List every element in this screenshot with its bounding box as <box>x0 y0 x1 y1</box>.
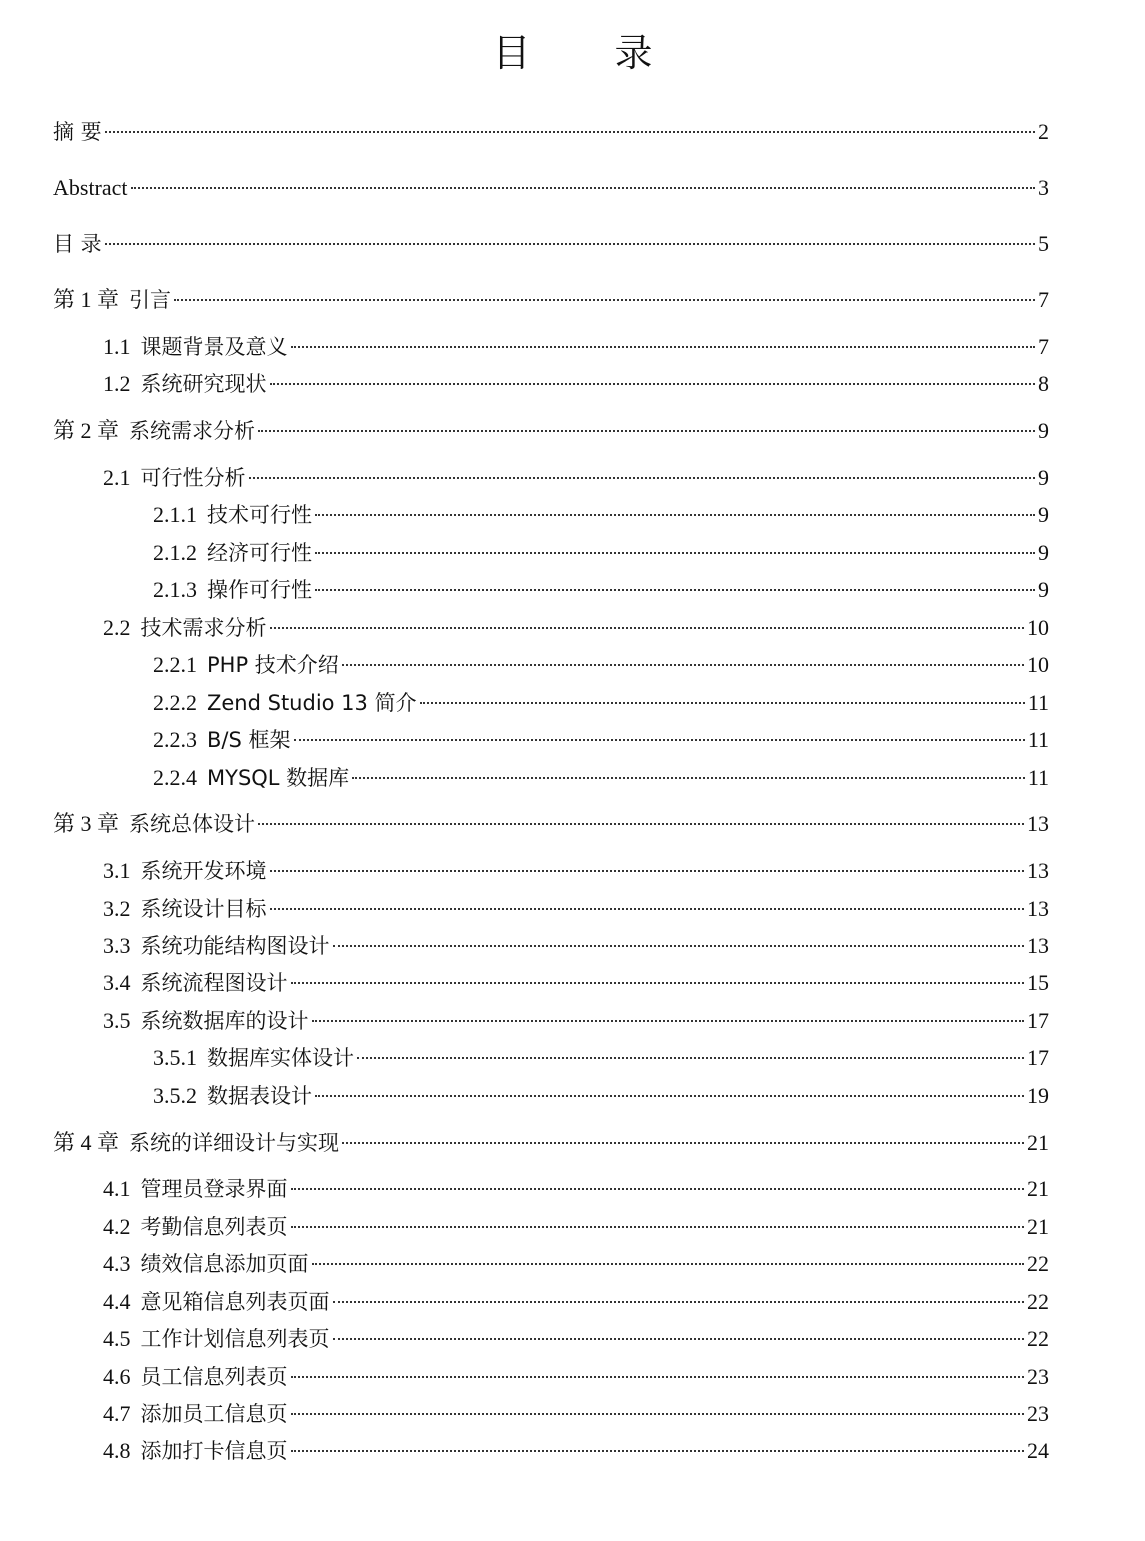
toc-entry-page-number: 24 <box>1027 1438 1049 1463</box>
toc-entry[interactable] <box>53 416 1049 446</box>
toc-entry[interactable] <box>153 1043 1049 1073</box>
toc-entry-page-number: 13 <box>1027 896 1049 921</box>
toc-entry[interactable] <box>53 1128 1049 1158</box>
page-title: 目 录 <box>492 31 689 75</box>
toc-entry-page-number: 17 <box>1027 1045 1049 1070</box>
toc-entry-title: 目 录 <box>53 232 102 256</box>
toc-entry-number: 2.2.3 <box>153 727 197 752</box>
toc-entry-title: 系统总体设计 <box>129 812 256 836</box>
dot-leader <box>291 1413 1025 1415</box>
toc-entry-page-number: 22 <box>1027 1289 1049 1314</box>
toc-entry-page-number: 2 <box>1038 119 1049 144</box>
dot-leader <box>105 243 1035 245</box>
toc-entry-title: 绩效信息添加页面 <box>140 1252 309 1276</box>
toc-entry-page-number: 13 <box>1027 933 1049 958</box>
toc-entry-title: 数据表设计 <box>207 1084 312 1108</box>
toc-entry[interactable] <box>103 1436 1049 1466</box>
toc-entry-page-number: 21 <box>1027 1130 1049 1155</box>
toc-entry-page-number: 3 <box>1038 175 1049 200</box>
toc-entry-page-number: 7 <box>1038 287 1049 312</box>
toc-entry-page-number: 9 <box>1038 502 1049 527</box>
toc-entry-title: MYSQL 数据库 <box>207 766 350 790</box>
toc-entry-number: 3.1 <box>103 858 131 883</box>
toc-entry-number: 3.5.2 <box>153 1083 197 1108</box>
dot-leader <box>249 477 1036 479</box>
toc-entry[interactable] <box>53 117 1049 147</box>
toc-entry-title: 意见箱信息列表页面 <box>140 1290 330 1314</box>
dot-leader <box>270 870 1025 872</box>
toc-entry-number: 4.4 <box>103 1289 131 1314</box>
dot-leader <box>333 1301 1025 1303</box>
dot-leader <box>105 131 1035 133</box>
toc-entry-title: 引言 <box>129 288 172 312</box>
toc-entry-number: 1.2 <box>103 371 131 396</box>
toc-entry-number: 2.1 <box>103 465 131 490</box>
toc-entry-page-number: 13 <box>1027 811 1049 836</box>
toc-entry-number: 3.2 <box>103 896 131 921</box>
toc-entry-title: 系统数据库的设计 <box>140 1009 309 1033</box>
toc-entry-number: 2.2.4 <box>153 765 197 790</box>
toc-entry-page-number: 9 <box>1038 418 1049 443</box>
toc-entry-number: 4.2 <box>103 1214 131 1239</box>
toc-entry-number: 4.7 <box>103 1401 131 1426</box>
dot-leader <box>357 1057 1024 1059</box>
toc-entry-number: 2.1.1 <box>153 502 197 527</box>
toc-entry-page-number: 10 <box>1027 615 1049 640</box>
toc-entry[interactable] <box>153 650 1049 680</box>
dot-leader <box>342 664 1024 666</box>
dot-leader <box>270 908 1025 910</box>
toc-entry[interactable] <box>153 1081 1049 1111</box>
toc-entry-title: 添加员工信息页 <box>140 1402 288 1426</box>
toc-entry-page-number: 21 <box>1027 1214 1049 1239</box>
toc-entry-title: 可行性分析 <box>140 466 246 490</box>
toc-entry-number: 2.2 <box>103 615 131 640</box>
toc-entry[interactable] <box>103 1174 1049 1204</box>
toc-entry-number: 第 1 章 <box>53 287 120 312</box>
toc-entry-number: 2.2.1 <box>153 652 197 677</box>
toc-entry[interactable] <box>103 894 1049 924</box>
toc-entry-number: 3.5.1 <box>153 1045 197 1070</box>
toc-entry[interactable] <box>103 1287 1049 1317</box>
toc-entry[interactable] <box>153 500 1049 530</box>
toc-entry-page-number: 10 <box>1027 652 1049 677</box>
toc-entry-number: 4.8 <box>103 1438 131 1463</box>
toc-entry-title: 添加打卡信息页 <box>140 1439 288 1463</box>
dot-leader <box>291 346 1036 348</box>
toc-entry-page-number: 23 <box>1027 1364 1049 1389</box>
dot-leader <box>352 777 1025 779</box>
toc-entry[interactable] <box>103 369 1049 399</box>
toc-entry-page-number: 19 <box>1027 1083 1049 1108</box>
toc-entry-number: 3.4 <box>103 970 131 995</box>
toc-entry[interactable] <box>153 763 1049 793</box>
dot-leader <box>312 1020 1025 1022</box>
toc-entry[interactable] <box>153 538 1049 568</box>
dot-leader <box>342 1142 1024 1144</box>
toc-entry-page-number: 21 <box>1027 1176 1049 1201</box>
dot-leader <box>174 299 1035 301</box>
dot-leader <box>258 430 1035 432</box>
toc-entry[interactable] <box>103 613 1049 643</box>
toc-entry-title: 工作计划信息列表页 <box>140 1327 330 1351</box>
dot-leader <box>315 514 1035 516</box>
toc-entry[interactable] <box>103 1249 1049 1279</box>
toc-entry-title: 课题背景及意义 <box>140 335 288 359</box>
toc-entry-page-number: 23 <box>1027 1401 1049 1426</box>
toc-entry[interactable] <box>53 173 1049 203</box>
toc-entry-number: 第 4 章 <box>53 1130 120 1155</box>
toc-entry-page-number: 11 <box>1027 690 1049 715</box>
toc-entry[interactable] <box>53 285 1049 315</box>
toc-entry-page-number: 17 <box>1027 1008 1049 1033</box>
toc-entry[interactable] <box>153 688 1049 718</box>
dot-leader <box>291 982 1025 984</box>
dot-leader <box>291 1226 1025 1228</box>
dot-leader <box>294 739 1025 741</box>
toc-entry-number: 2.1.3 <box>153 577 197 602</box>
toc-entry-title: 技术需求分析 <box>140 616 267 640</box>
dot-leader <box>333 1338 1025 1340</box>
toc-entry[interactable] <box>53 809 1049 839</box>
toc-entry-title: 员工信息列表页 <box>140 1365 288 1389</box>
toc-entry-title: 系统的详细设计与实现 <box>129 1131 340 1155</box>
toc-entry[interactable] <box>103 1212 1049 1242</box>
toc-entry-title: PHP 技术介绍 <box>207 653 339 677</box>
dot-leader <box>131 187 1035 189</box>
toc-entry-title: 系统研究现状 <box>140 372 267 396</box>
toc-entry[interactable] <box>103 1006 1049 1036</box>
toc-entry[interactable] <box>153 575 1049 605</box>
toc-entry-number: 4.5 <box>103 1326 131 1351</box>
dot-leader <box>315 1095 1024 1097</box>
toc-entry-page-number: 8 <box>1038 371 1049 396</box>
toc-entry-page-number: 9 <box>1038 577 1049 602</box>
toc-entry-page-number: 15 <box>1027 970 1049 995</box>
toc-entry-number: 2.2.2 <box>153 690 197 715</box>
toc-entry[interactable] <box>103 931 1049 961</box>
dot-leader <box>315 552 1035 554</box>
toc-entry-title: B/S 框架 <box>207 728 291 752</box>
toc-entry-number: 第 2 章 <box>53 418 120 443</box>
toc-entry-number: 4.1 <box>103 1176 131 1201</box>
toc-entry[interactable] <box>153 725 1049 755</box>
toc-entry-page-number: 11 <box>1027 765 1049 790</box>
toc-entry-title: 数据库实体设计 <box>207 1046 354 1070</box>
toc-entry-title: 技术可行性 <box>207 503 312 527</box>
toc-entry-number: 1.1 <box>103 334 131 359</box>
dot-leader <box>315 589 1035 591</box>
dot-leader <box>291 1450 1025 1452</box>
toc-entry-page-number: 7 <box>1038 334 1049 359</box>
dot-leader <box>291 1188 1025 1190</box>
toc-entry-title: 系统设计目标 <box>140 897 267 921</box>
toc-entry-title: 考勤信息列表页 <box>140 1215 288 1239</box>
dot-leader <box>333 945 1025 947</box>
toc-entry-number: 4.6 <box>103 1364 131 1389</box>
toc-entry-title: 系统流程图设计 <box>140 971 288 995</box>
toc-entry-title: 系统功能结构图设计 <box>140 934 330 958</box>
toc-entry-title: Zend Studio 13 简介 <box>207 691 417 715</box>
toc-entry-number: 2.1.2 <box>153 540 197 565</box>
dot-leader <box>270 383 1036 385</box>
dot-leader <box>420 702 1025 704</box>
toc-entry-page-number: 13 <box>1027 858 1049 883</box>
toc-entry-page-number: 11 <box>1027 727 1049 752</box>
toc-entry[interactable] <box>103 968 1049 998</box>
toc-entry-title: 管理员登录界面 <box>140 1177 288 1201</box>
toc-entry-title: 系统开发环境 <box>140 859 267 883</box>
toc-entry[interactable] <box>103 1399 1049 1429</box>
dot-leader <box>258 823 1024 825</box>
toc-entry-number: 第 3 章 <box>53 811 120 836</box>
toc-entry[interactable] <box>103 463 1049 493</box>
toc-entry-page-number: 9 <box>1038 465 1049 490</box>
toc-entry[interactable] <box>103 1362 1049 1392</box>
toc-entry-title: 系统需求分析 <box>129 419 256 443</box>
toc-entry-page-number: 22 <box>1027 1326 1049 1351</box>
toc-entry-number: 3.5 <box>103 1008 131 1033</box>
toc-entry-page-number: 5 <box>1038 231 1049 256</box>
toc-entry-title: Abstract <box>53 175 128 200</box>
toc-entry-title: 摘 要 <box>53 120 102 144</box>
toc-entry-page-number: 22 <box>1027 1251 1049 1276</box>
toc-entry-page-number: 9 <box>1038 540 1049 565</box>
toc-entry[interactable] <box>103 1324 1049 1354</box>
toc-entry[interactable] <box>103 856 1049 886</box>
dot-leader <box>291 1376 1025 1378</box>
toc-entry[interactable] <box>103 332 1049 362</box>
toc-entry-title: 操作可行性 <box>207 578 312 602</box>
toc-entry-number: 3.3 <box>103 933 131 958</box>
toc-entry-number: 4.3 <box>103 1251 131 1276</box>
dot-leader <box>312 1263 1025 1265</box>
dot-leader <box>270 627 1025 629</box>
toc-entry[interactable] <box>53 229 1049 259</box>
toc-entry-title: 经济可行性 <box>207 541 312 565</box>
